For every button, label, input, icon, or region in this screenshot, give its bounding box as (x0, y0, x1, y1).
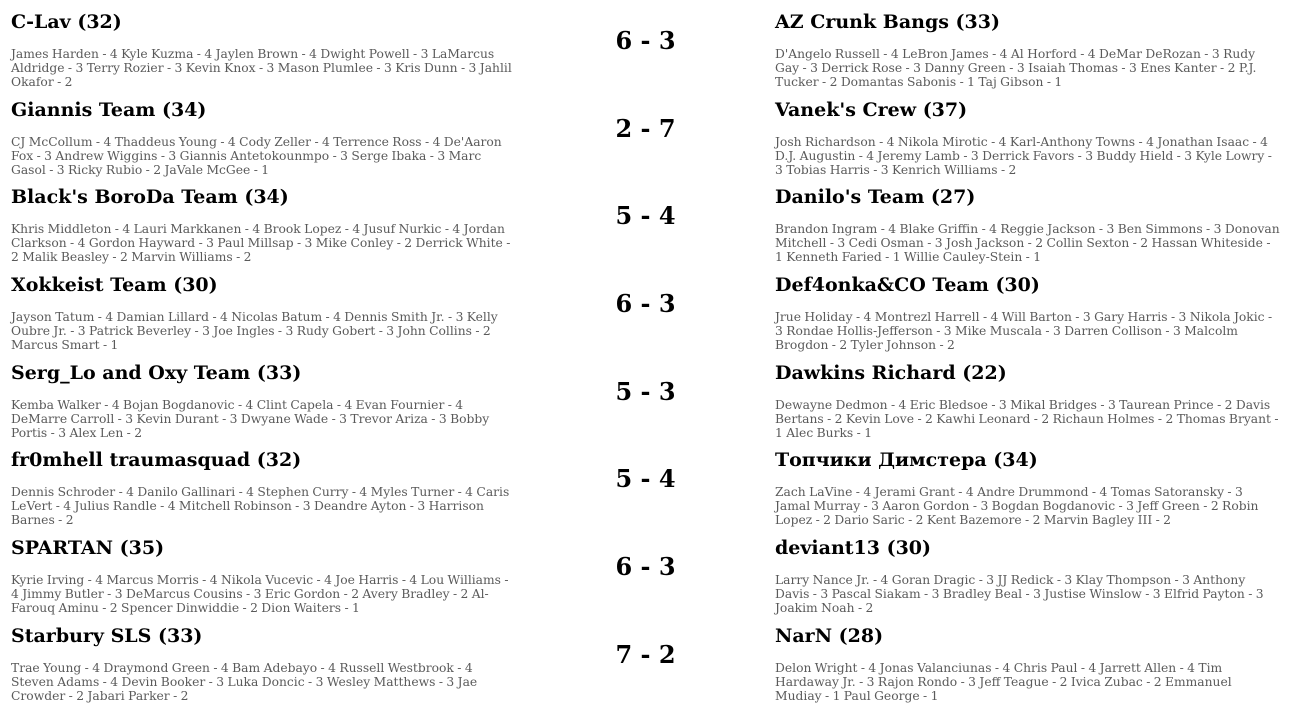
left-team (11, 185, 516, 264)
right-team-roster: Josh Richardson - 4 Nikola Mirotic - 4 Karl-Anthony Towns - 4 Jonathan Isaac - 4 D.J. Augustin - 4 Jeremy Lamb - 3 Derrick Favors - 3 Buddy Hield - 3 Kyle Lowry - 3 Tobias Harris - 3 Kenrich Williams - 2 (775, 134, 1272, 177)
matchup-score: 6 - 3 (615, 552, 676, 582)
left-team-roster: Dennis Schroder - 4 Danilo Gallinari - 4 Stephen Curry - 4 Myles Turner - 4 Caris LeVert - 4 Julius Randle - 4 Mitchell Robinson - 3 Deandre Ayton - 3 Harrison Barnes - 2 (11, 485, 510, 528)
left-team-name: Black's BoroDa Team (34) (11, 186, 289, 209)
left-team-name: C-Lav (32) (11, 11, 122, 33)
left-team-name: Serg_Lo and Oxy Team (33) (11, 361, 302, 384)
right-team-name: Def4onka&CO Team (30) (775, 274, 1040, 297)
left-team-name: Starbury SLS (33) (11, 624, 203, 647)
right-team (775, 361, 1281, 440)
left-team-roster: CJ McCollum - 4 Thaddeus Young - 4 Cody Zeller - 4 Terrence Ross - 4 De'Aaron Fox - 3 Andrew Wiggins - 3 Giannis Antetokounmpo - 3 Serge Ibaka - 3 Marc Gasol - 3 Ricky Rubio - 2 JaVale McGee - 1 (11, 134, 502, 177)
matchup-score: 6 - 3 (615, 289, 676, 319)
left-team (11, 98, 516, 177)
left-team-roster: Khris Middleton - 4 Lauri Markkanen - 4 Brook Lopez - 4 Jusuf Nurkic - 4 Jordan Clarkson - 4 Gordon Hayward - 3 Paul Millsap - 3 Mike Conley - 2 Derrick White - 2 Malik Beasley - 2 Marvin Williams - 2 (11, 222, 511, 265)
left-team-name: Giannis Team (34) (11, 98, 207, 121)
matchup-row (0, 361, 1291, 449)
right-team-name: Danilo's Team (27) (775, 186, 976, 209)
right-team (775, 448, 1281, 527)
right-team (775, 624, 1281, 703)
matchup-row (0, 185, 1291, 273)
matchup-score: 5 - 3 (615, 376, 676, 406)
right-team-roster: D'Angelo Russell - 4 LeBron James - 4 Al Horford - 4 DeMar DeRozan - 3 Rudy Gay - 3 Derrick Rose - 3 Danny Green - 3 Isaiah Thomas - 3 Enes Kanter - 2 P.J. Tucker - 2 Domantas Sabonis - 1 Taj Gibson - 1 (775, 47, 1257, 89)
left-team (11, 624, 516, 703)
left-team (11, 10, 516, 89)
left-team-roster: Jayson Tatum - 4 Damian Lillard - 4 Nicolas Batum - 4 Dennis Smith Jr. - 3 Kelly Oubre Jr. - 3 Patrick Beverley - 3 Joe Ingles - 3 Rudy Gobert - 3 John Collins - 2 Marcus Smart - 1 (11, 310, 498, 353)
right-team-roster: Larry Nance Jr. - 4 Goran Dragic - 3 JJ Redick - 3 Klay Thompson - 3 Anthony Davis - 3 Pascal Siakam - 3 Bradley Beal - 3 Justise Winslow - 3 Elfrid Payton - 3 Joakim Noah - 2 (775, 573, 1264, 616)
left-team-roster: Kyrie Irving - 4 Marcus Morris - 4 Nikola Vucevic - 4 Joe Harris - 4 Lou Williams - 4 Jimmy Butler - 3 DeMarcus Cousins - 3 Eric Gordon - 2 Avery Bradley - 2 Al-Farouq Aminu - 2 Spencer Dinwiddie - 2 Dion Waiters - 1 (11, 573, 509, 616)
left-team (11, 273, 516, 352)
right-team-name: Vanek's Crew (37) (775, 98, 968, 121)
left-team-name: Xokkeist Team (30) (11, 274, 218, 297)
right-team-roster: Delon Wright - 4 Jonas Valanciunas - 4 Chris Paul - 4 Jarrett Allen - 4 Tim Hardaway Jr. - 3 Rajon Rondo - 3 Jeff Teague - 2 Ivica Zubac - 2 Emmanuel Mudiay - 1 Paul George - 1 (775, 660, 1232, 703)
matchup-row (0, 273, 1291, 361)
left-team (11, 448, 516, 527)
right-team-name: AZ Crunk Bangs (33) (775, 11, 1000, 33)
right-team (775, 10, 1281, 89)
right-team (775, 185, 1281, 264)
right-team-name: NarN (28) (775, 624, 884, 647)
right-team (775, 273, 1281, 352)
right-team-name: deviant13 (30) (775, 537, 932, 560)
matchup-score: 5 - 4 (615, 464, 676, 494)
matchup-row (0, 10, 1291, 98)
matchup-score: 6 - 3 (615, 26, 676, 55)
left-team-roster: Trae Young - 4 Draymond Green - 4 Bam Adebayo - 4 Russell Westbrook - 4 Steven Adams - 4 Devin Booker - 3 Luka Doncic - 3 Wesley Matthews - 3 Jae Crowder - 2 Jabari Parker - 2 (11, 660, 478, 703)
right-team-roster: Jrue Holiday - 4 Montrezl Harrell - 4 Will Barton - 3 Gary Harris - 3 Nikola Jokic - 3 Rondae Hollis-Jefferson - 3 Mike Muscala - 3 Darren Collison - 3 Malcolm Brogdon - 2 Tyler Johnson - 2 (775, 310, 1273, 353)
left-team-name: fr0mhell traumasquad (32) (11, 449, 302, 472)
right-team-roster: Zach LaVine - 4 Jerami Grant - 4 Andre Drummond - 4 Tomas Satoransky - 3 Jamal Murray - 3 Aaron Gordon - 3 Bogdan Bogdanovic - 3 Jeff Green - 2 Robin Lopez - 2 Dario Saric - 2 Kent Bazemore - 2 Marvin Bagley III - 2 (775, 485, 1259, 528)
matchup-score: 7 - 2 (615, 639, 676, 669)
right-team (775, 536, 1281, 615)
right-team-name: Топчики Димстера (34) (775, 449, 1038, 472)
right-team-roster: Dewayne Dedmon - 4 Eric Bledsoe - 3 Mikal Bridges - 3 Taurean Prince - 2 Davis Bertans - 2 Kevin Love - 2 Kawhi Leonard - 2 Richaun Holmes - 2 Thomas Bryant - 1 Alec Burks - 1 (775, 397, 1279, 440)
left-team-roster: James Harden - 4 Kyle Kuzma - 4 Jaylen Brown - 4 Dwight Powell - 3 LaMarcus Aldridge - 3 Terry Rozier - 3 Kevin Knox - 3 Mason Plumlee - 3 Kris Dunn - 3 Jahlil Okafor - 2 (11, 47, 512, 89)
matchup-score: 5 - 4 (615, 201, 676, 231)
matchup-score: 2 - 7 (615, 113, 676, 143)
matchup-row (0, 624, 1291, 712)
left-team-name: SPARTAN (35) (11, 537, 165, 560)
left-team (11, 536, 516, 615)
right-team-roster: Brandon Ingram - 4 Blake Griffin - 4 Reggie Jackson - 3 Ben Simmons - 3 Donovan Mitchell - 3 Cedi Osman - 3 Josh Jackson - 2 Collin Sexton - 2 Hassan Whiteside - 1 Kenneth Faried - 1 Willie Cauley-Stein - 1 (775, 222, 1280, 265)
matchup-row (0, 448, 1291, 536)
left-team-roster: Kemba Walker - 4 Bojan Bogdanovic - 4 Clint Capela - 4 Evan Fournier - 4 DeMarre Carroll - 3 Kevin Durant - 3 Dwyane Wade - 3 Trevor Ariza - 3 Bobby Portis - 3 Alex Len - 2 (11, 397, 490, 440)
left-team (11, 361, 516, 440)
matchup-row (0, 536, 1291, 624)
right-team (775, 98, 1281, 177)
matchup-list (0, 10, 1291, 712)
right-team-name: Dawkins Richard (22) (775, 361, 1007, 384)
matchup-row (0, 98, 1291, 186)
